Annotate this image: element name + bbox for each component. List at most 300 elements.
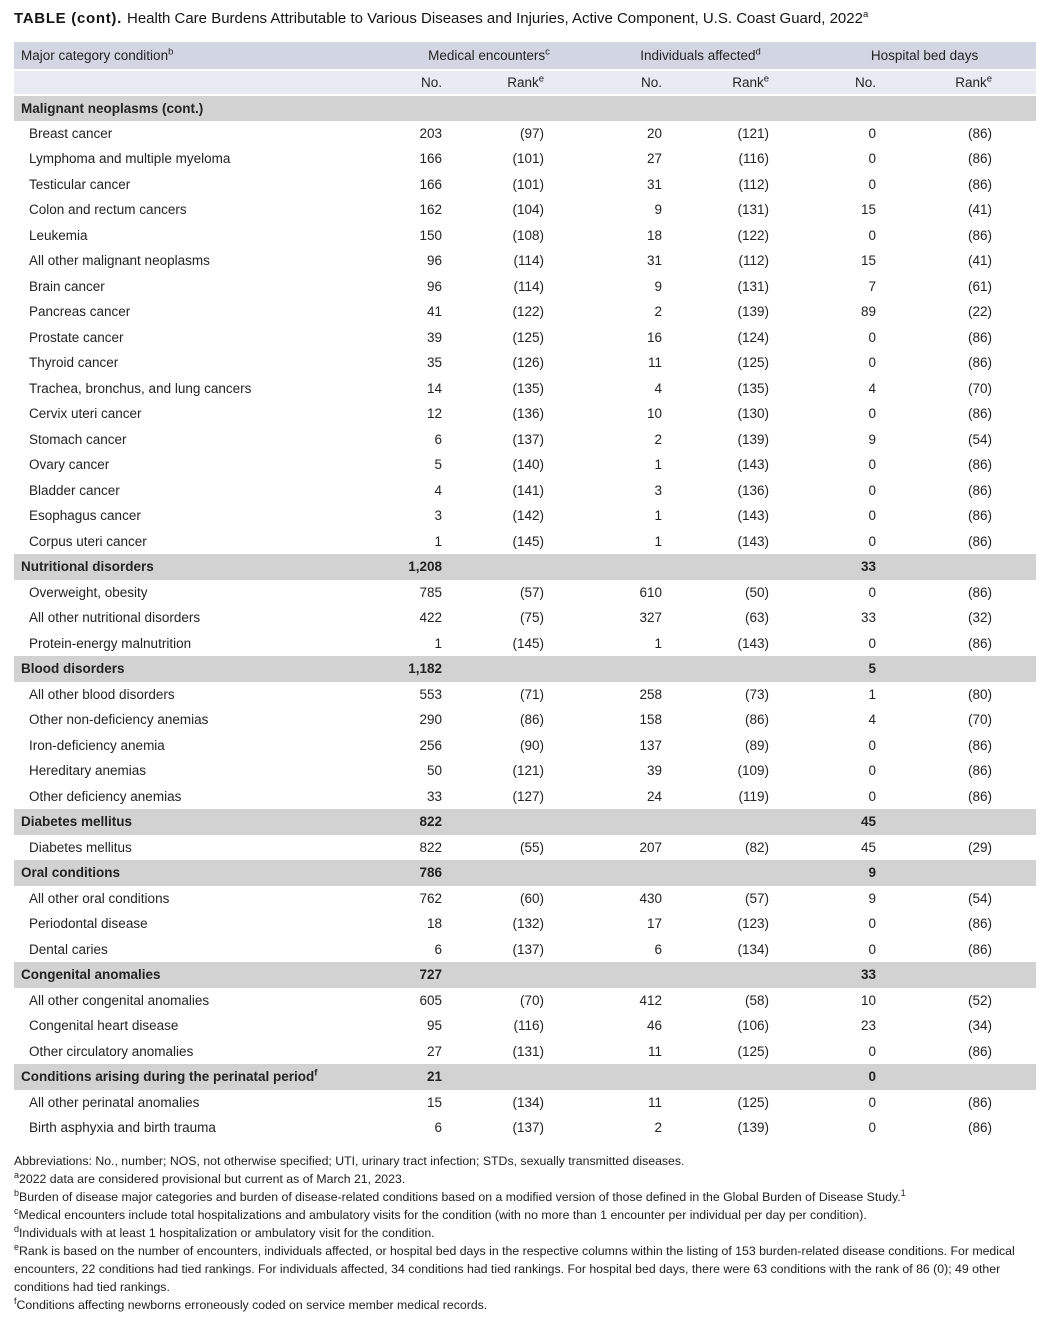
section-empty-cell — [920, 554, 1036, 580]
me-rank-cell: (145) — [512, 533, 545, 549]
ia-no-cell: 11 — [648, 1043, 663, 1059]
table-row — [14, 1115, 1036, 1141]
col-subheader-ia-no: No. — [588, 70, 706, 95]
ia-rank-cell: (143) — [737, 457, 770, 473]
section-name: Conditions arising during the perinatal period$^f$ — [14, 1064, 390, 1090]
bd-rank-cell: (41) — [968, 202, 993, 218]
bd-no-cell: 0 — [868, 584, 877, 600]
table-row — [14, 299, 1036, 325]
me-rank-cell: (127) — [512, 788, 545, 804]
me-no-cell: 39 — [426, 329, 442, 345]
section-name: Malignant neoplasms (cont.) — [14, 95, 390, 121]
footnote — [14, 1296, 1036, 1314]
condition-cell: Corpus uteri cancer — [29, 533, 147, 549]
condition-cell: All other perinatal anomalies — [29, 1094, 200, 1110]
section-medical-encounters-total: 727 — [390, 962, 486, 988]
table-row — [14, 401, 1036, 427]
ia-no-cell: 137 — [639, 737, 663, 753]
me-no-cell: 12 — [426, 406, 442, 422]
section-header-row — [14, 860, 1036, 886]
table-row — [14, 1013, 1036, 1039]
table-row — [14, 1090, 1036, 1116]
me-no-cell: 6 — [434, 1120, 442, 1136]
table-row — [14, 1039, 1036, 1065]
ia-no-cell: 46 — [646, 1018, 663, 1034]
condition-cell: Bladder cancer — [29, 482, 120, 498]
me-rank-cell: (60) — [520, 890, 545, 906]
table-row — [14, 121, 1036, 147]
table-row — [14, 707, 1036, 733]
col-subheader-me-no: No. — [390, 70, 486, 95]
bd-rank-cell: (86) — [968, 533, 993, 549]
table-row — [14, 911, 1036, 937]
section-empty-cell — [706, 860, 813, 886]
col-group-medical-encounters-sup: c — [545, 46, 550, 58]
me-rank-cell: (86) — [520, 712, 545, 728]
section-empty-cell — [486, 95, 588, 121]
section-header-row — [14, 809, 1036, 835]
bd-no-cell: 0 — [868, 635, 877, 651]
ia-rank-cell: (124) — [737, 329, 770, 345]
col-group-individuals-affected-sup: d — [755, 46, 761, 58]
me-no-cell: 96 — [426, 253, 442, 269]
footnote-marker: d — [14, 1223, 20, 1234]
me-rank-cell: (122) — [512, 304, 545, 320]
bd-no-cell: 15 — [861, 253, 877, 269]
condition-cell: Testicular cancer — [29, 176, 131, 192]
me-rank-cell: (140) — [512, 457, 545, 473]
bd-rank-cell: (86) — [968, 584, 993, 600]
condition-cell: Cervix uteri cancer — [29, 406, 142, 422]
section-medical-encounters-total: 1,208 — [390, 554, 486, 580]
ia-rank-cell: (125) — [737, 355, 770, 371]
me-rank-cell: (90) — [520, 737, 545, 753]
section-empty-cell — [920, 860, 1036, 886]
me-no-cell: 166 — [419, 151, 442, 167]
bd-rank-cell: (86) — [968, 1043, 993, 1059]
table-row — [14, 580, 1036, 606]
me-rank-cell: (114) — [513, 278, 545, 294]
section-bed-days-total: 45 — [813, 809, 920, 835]
bd-no-cell: 89 — [861, 304, 877, 320]
table-row — [14, 886, 1036, 912]
condition-cell: Brain cancer — [29, 278, 105, 294]
footnote-marker: c — [14, 1205, 19, 1216]
table-row — [14, 452, 1036, 478]
footnote — [14, 1224, 1036, 1242]
bd-no-cell: 9 — [868, 431, 877, 447]
table-row — [14, 758, 1036, 784]
me-no-cell: 96 — [426, 278, 442, 294]
condition-cell: Stomach cancer — [29, 431, 127, 447]
condition-cell: Breast cancer — [29, 125, 113, 141]
condition-cell: All other malignant neoplasms — [29, 253, 210, 269]
bd-no-cell: 0 — [868, 788, 877, 804]
condition-cell: Pancreas cancer — [29, 304, 131, 320]
ia-no-cell: 412 — [639, 992, 663, 1008]
bd-no-cell: 0 — [868, 763, 877, 779]
me-rank-cell: (114) — [513, 253, 545, 269]
me-no-cell: 290 — [419, 712, 442, 728]
ia-rank-cell: (116) — [738, 151, 770, 167]
condition-cell: Hereditary anemias — [29, 763, 147, 779]
ia-no-cell: 430 — [639, 890, 663, 906]
section-empty-cell — [706, 95, 813, 121]
section-bed-days-total: 0 — [813, 1064, 920, 1090]
table-row — [14, 937, 1036, 963]
ia-rank-cell: (109) — [737, 763, 770, 779]
footnote-marker: a — [14, 1169, 20, 1180]
section-bed-days-total: 5 — [813, 656, 920, 682]
condition-cell: Esophagus cancer — [29, 508, 141, 524]
section-medical-encounters-total: 786 — [390, 860, 486, 886]
condition-cell: All other oral conditions — [29, 890, 170, 906]
bd-no-cell: 0 — [868, 227, 877, 243]
section-empty-cell — [486, 656, 588, 682]
ia-no-cell: 6 — [654, 941, 663, 957]
ia-rank-cell: (57) — [745, 890, 770, 906]
me-no-cell: 50 — [426, 763, 442, 779]
condition-cell: Ovary cancer — [29, 457, 110, 473]
condition-cell: All other congenital anomalies — [29, 992, 210, 1008]
bd-no-cell: 0 — [868, 482, 877, 498]
section-empty-cell — [486, 860, 588, 886]
col-subheader-bd-rank-label: Rank — [955, 75, 987, 90]
footnote-text: Burden of disease major categories and burden of disease-related conditions based on a modified version of those defined in the Global Burden of Disease Study. — [19, 1189, 901, 1204]
header-sub-row — [14, 70, 1036, 95]
ia-rank-cell: (73) — [745, 686, 770, 702]
me-rank-cell: (101) — [512, 151, 545, 167]
table-row — [14, 988, 1036, 1014]
bd-rank-cell: (86) — [968, 788, 993, 804]
me-no-cell: 41 — [426, 304, 442, 320]
table-row — [14, 146, 1036, 172]
section-medical-encounters-total — [390, 95, 486, 121]
ia-no-cell: 2 — [654, 304, 663, 320]
condition-cell: Other non-deficiency anemias — [29, 712, 209, 728]
me-no-cell: 95 — [426, 1018, 442, 1034]
ia-no-cell: 1 — [654, 635, 663, 651]
section-header-row — [14, 95, 1036, 121]
bd-rank-cell: (34) — [968, 1018, 993, 1034]
col-header-condition-label: Major category condition — [21, 48, 169, 63]
table-header — [14, 42, 1036, 95]
condition-cell: Colon and rectum cancers — [29, 202, 187, 218]
section-bed-days-total — [813, 95, 920, 121]
me-no-cell: 6 — [434, 431, 442, 447]
me-no-cell: 35 — [426, 355, 442, 371]
section-empty-cell — [706, 656, 813, 682]
condition-cell: Iron-deficiency anemia — [29, 737, 165, 753]
bd-rank-cell: (61) — [968, 278, 993, 294]
col-subheader-empty — [14, 70, 390, 95]
table-body — [14, 95, 1036, 1141]
me-no-cell: 762 — [419, 890, 442, 906]
section-header-row — [14, 554, 1036, 580]
me-no-cell: 785 — [419, 584, 442, 600]
col-subheader-bd-rank — [920, 70, 1036, 95]
table-row — [14, 350, 1036, 376]
condition-cell: Other circulatory anomalies — [29, 1043, 194, 1059]
me-rank-cell: (101) — [512, 176, 545, 192]
bd-no-cell: 0 — [868, 941, 877, 957]
bd-rank-cell: (86) — [968, 1120, 993, 1136]
col-subheader-me-rank — [486, 70, 588, 95]
section-empty-cell — [920, 656, 1036, 682]
section-name: Congenital anomalies — [14, 962, 390, 988]
ia-rank-cell: (136) — [737, 482, 770, 498]
ia-no-cell: 2 — [654, 431, 663, 447]
footnote — [14, 1242, 1036, 1296]
me-no-cell: 6 — [434, 941, 442, 957]
ia-rank-cell: (125) — [737, 1094, 770, 1110]
bd-rank-cell: (86) — [968, 457, 993, 473]
section-empty-cell — [588, 860, 706, 886]
footnote-marker: f — [14, 1295, 17, 1306]
table-title-footnote-marker: a — [862, 9, 869, 20]
ia-no-cell: 1 — [654, 508, 663, 524]
footnotes — [14, 1152, 1036, 1314]
col-header-condition-sup: b — [168, 46, 174, 58]
section-empty-cell — [706, 962, 813, 988]
ia-rank-cell: (143) — [737, 533, 770, 549]
ia-no-cell: 31 — [646, 176, 663, 192]
bd-no-cell: 0 — [868, 1043, 877, 1059]
col-header-condition — [14, 42, 390, 70]
ia-no-cell: 9 — [654, 278, 663, 294]
section-name: Oral conditions — [14, 860, 390, 886]
table-row — [14, 248, 1036, 274]
ia-no-cell: 39 — [646, 763, 663, 779]
ia-rank-cell: (130) — [737, 406, 770, 422]
col-group-medical-encounters-label: Medical encounters — [428, 48, 546, 63]
ia-rank-cell: (112) — [738, 176, 770, 192]
table-row — [14, 682, 1036, 708]
ia-no-cell: 258 — [639, 686, 663, 702]
header-group-row — [14, 42, 1036, 70]
condition-cell: Thyroid cancer — [29, 355, 119, 371]
table-row — [14, 835, 1036, 861]
section-empty-cell — [588, 656, 706, 682]
section-empty-cell — [706, 1064, 813, 1090]
section-header-row — [14, 962, 1036, 988]
bd-rank-cell: (70) — [968, 380, 993, 396]
ia-rank-cell: (131) — [737, 202, 770, 218]
bd-no-cell: 0 — [868, 508, 877, 524]
col-group-hospital-bed-days-label: Hospital bed days — [870, 48, 979, 63]
ia-rank-cell: (139) — [737, 431, 770, 447]
footnote-text: Conditions affecting newborns erroneously coded on service member medical records. — [16, 1297, 488, 1312]
ia-rank-cell: (122) — [737, 227, 770, 243]
bd-no-cell: 0 — [868, 329, 877, 345]
ia-rank-cell: (139) — [737, 1120, 770, 1136]
condition-cell: Trachea, bronchus, and lung cancers — [29, 380, 252, 396]
me-rank-cell: (136) — [512, 406, 545, 422]
bd-no-cell: 7 — [868, 278, 877, 294]
footnote-marker: e — [14, 1241, 20, 1252]
bd-rank-cell: (86) — [968, 1094, 993, 1110]
ia-rank-cell: (89) — [745, 737, 770, 753]
ia-rank-cell: (143) — [737, 635, 770, 651]
table-row — [14, 197, 1036, 223]
col-subheader-me-rank-label: Rank — [507, 75, 539, 90]
footnote-reference-marker: 1 — [900, 1187, 906, 1198]
bd-rank-cell: (70) — [968, 712, 993, 728]
me-rank-cell: (141) — [512, 482, 545, 498]
me-no-cell: 150 — [419, 227, 442, 243]
section-empty-cell — [920, 1064, 1036, 1090]
condition-cell: Prostate cancer — [29, 329, 124, 345]
bd-no-cell: 0 — [868, 457, 877, 473]
me-rank-cell: (71) — [520, 686, 545, 702]
section-empty-cell — [920, 809, 1036, 835]
me-rank-cell: (108) — [512, 227, 545, 243]
table-row — [14, 274, 1036, 300]
bd-no-cell: 0 — [868, 125, 877, 141]
ia-no-cell: 207 — [639, 839, 663, 855]
me-rank-cell: (104) — [512, 202, 545, 218]
ia-no-cell: 18 — [646, 227, 663, 243]
section-empty-cell — [486, 554, 588, 580]
section-bed-days-total: 33 — [813, 554, 920, 580]
ia-no-cell: 2 — [654, 1120, 663, 1136]
me-rank-cell: (57) — [520, 584, 545, 600]
me-rank-cell: (132) — [512, 916, 545, 932]
me-no-cell: 14 — [426, 380, 442, 396]
bd-rank-cell: (86) — [968, 737, 993, 753]
me-no-cell: 1 — [434, 533, 442, 549]
footnote-text: Individuals with at least 1 hospitalization or ambulatory visit for the condition. — [19, 1225, 435, 1240]
section-empty-cell — [588, 554, 706, 580]
ia-rank-cell: (63) — [745, 610, 770, 626]
section-name: Blood disorders — [14, 656, 390, 682]
bd-no-cell: 23 — [861, 1018, 877, 1034]
col-group-individuals-affected — [588, 42, 813, 70]
bd-rank-cell: (54) — [968, 431, 993, 447]
table-row — [14, 478, 1036, 504]
table-row — [14, 631, 1036, 657]
section-empty-cell — [706, 554, 813, 580]
bd-no-cell: 0 — [868, 176, 877, 192]
bd-rank-cell: (86) — [968, 151, 993, 167]
bd-rank-cell: (41) — [968, 253, 993, 269]
me-no-cell: 1 — [434, 635, 442, 651]
ia-no-cell: 17 — [646, 916, 663, 932]
bd-no-cell: 1 — [868, 686, 877, 702]
bd-rank-cell: (32) — [968, 610, 993, 626]
me-no-cell: 5 — [434, 457, 442, 473]
condition-cell: Lymphoma and multiple myeloma — [29, 151, 231, 167]
ia-rank-cell: (143) — [737, 508, 770, 524]
bd-rank-cell: (86) — [968, 763, 993, 779]
me-no-cell: 3 — [434, 508, 442, 524]
bd-rank-cell: (86) — [968, 635, 993, 651]
section-medical-encounters-total: 822 — [390, 809, 486, 835]
ia-no-cell: 16 — [646, 329, 663, 345]
table-label: TABLE (cont). — [14, 10, 122, 27]
table-title — [14, 10, 1036, 27]
section-empty-cell — [588, 95, 706, 121]
me-no-cell: 822 — [419, 839, 442, 855]
bd-no-cell: 9 — [868, 890, 877, 906]
condition-cell: All other nutritional disorders — [29, 610, 201, 626]
me-rank-cell: (121) — [512, 763, 545, 779]
me-no-cell: 553 — [419, 686, 442, 702]
section-name: Nutritional disorders — [14, 554, 390, 580]
ia-no-cell: 27 — [646, 151, 663, 167]
me-no-cell: 4 — [434, 482, 442, 498]
bd-no-cell: 4 — [868, 712, 877, 728]
me-rank-cell: (116) — [513, 1018, 545, 1034]
ia-no-cell: 31 — [646, 253, 663, 269]
condition-cell: All other blood disorders — [29, 686, 175, 702]
ia-rank-cell: (119) — [738, 788, 770, 804]
bd-rank-cell: (86) — [968, 508, 993, 524]
col-subheader-ia-rank-sup: e — [763, 73, 770, 85]
col-subheader-me-rank-sup: e — [538, 73, 545, 85]
me-rank-cell: (131) — [512, 1043, 545, 1059]
me-no-cell: 166 — [419, 176, 442, 192]
burden-table — [14, 42, 1036, 1141]
ia-no-cell: 158 — [639, 712, 663, 728]
bd-no-cell: 0 — [868, 533, 877, 549]
ia-rank-cell: (125) — [737, 1043, 770, 1059]
me-rank-cell: (125) — [512, 329, 545, 345]
col-subheader-bd-rank-sup: e — [986, 73, 993, 85]
table-title-text: Health Care Burdens Attributable to Various Diseases and Injuries, Active Component, U.S. Coast Guard, 2022 — [126, 10, 863, 27]
ia-rank-cell: (112) — [738, 253, 770, 269]
ia-no-cell: 610 — [639, 584, 663, 600]
me-rank-cell: (135) — [512, 380, 545, 396]
section-empty-cell — [588, 809, 706, 835]
table-row — [14, 733, 1036, 759]
me-no-cell: 203 — [419, 125, 442, 141]
section-empty-cell — [920, 95, 1036, 121]
footnote-marker: b — [14, 1187, 20, 1198]
bd-no-cell: 0 — [868, 406, 877, 422]
section-bed-days-total: 33 — [813, 962, 920, 988]
condition-cell: Overweight, obesity — [29, 584, 148, 600]
condition-cell: Leukemia — [29, 227, 88, 243]
col-group-hospital-bed-days — [813, 42, 1036, 70]
table-row — [14, 529, 1036, 555]
me-rank-cell: (97) — [520, 125, 545, 141]
condition-cell: Protein-energy malnutrition — [29, 635, 192, 651]
table-row — [14, 172, 1036, 198]
me-rank-cell: (137) — [512, 1120, 545, 1136]
ia-no-cell: 20 — [646, 125, 663, 141]
section-medical-encounters-total: 21 — [390, 1064, 486, 1090]
bd-rank-cell: (86) — [968, 329, 993, 345]
me-rank-cell: (55) — [520, 839, 545, 855]
me-rank-cell: (145) — [512, 635, 545, 651]
section-empty-cell — [588, 962, 706, 988]
bd-no-cell: 10 — [861, 992, 877, 1008]
table-row — [14, 223, 1036, 249]
ia-no-cell: 10 — [646, 406, 663, 422]
table-row — [14, 325, 1036, 351]
section-medical-encounters-total: 1,182 — [390, 656, 486, 682]
ia-no-cell: 9 — [654, 202, 663, 218]
footnote-text: 2022 data are considered provisional but current as of March 21, 2023. — [19, 1171, 406, 1186]
me-rank-cell: (137) — [512, 431, 545, 447]
ia-rank-cell: (82) — [745, 839, 770, 855]
bd-rank-cell: (86) — [968, 406, 993, 422]
ia-no-cell: 3 — [654, 482, 663, 498]
section-header-row — [14, 656, 1036, 682]
bd-no-cell: 0 — [868, 151, 877, 167]
col-subheader-ia-rank-label: Rank — [732, 75, 764, 90]
